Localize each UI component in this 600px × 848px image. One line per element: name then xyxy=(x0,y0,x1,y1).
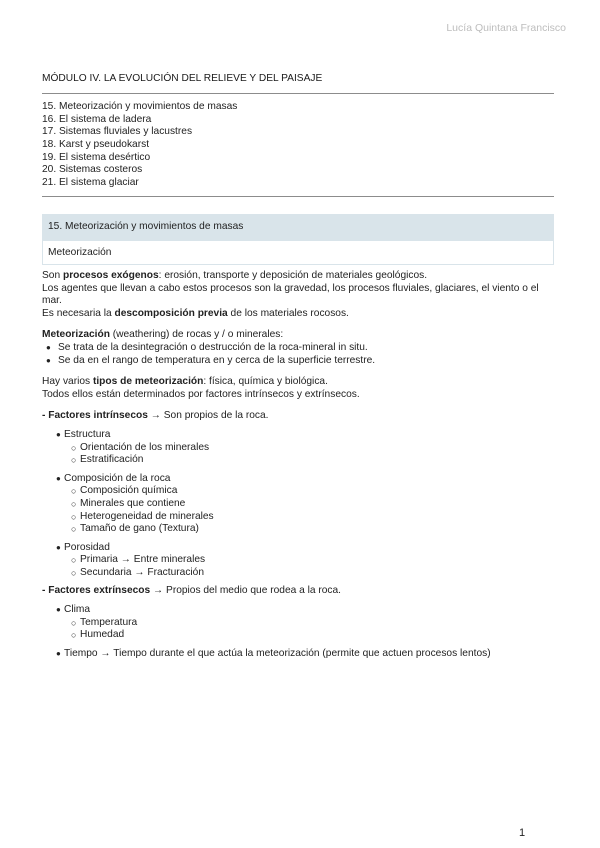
circle-bullet-icon: ○ xyxy=(71,617,77,628)
list-item: ● Composición de la roca xyxy=(56,472,171,484)
section-header xyxy=(42,214,554,240)
toc-item: 15. Meteorización y movimientos de masas xyxy=(42,101,238,112)
list-item: ○ Humedad xyxy=(71,629,125,641)
meteor-bullets xyxy=(42,342,557,367)
bullet-icon: ● xyxy=(46,355,51,365)
list-item: ○ Temperatura xyxy=(71,616,138,628)
bullet-icon: ● xyxy=(46,342,51,352)
divider-top xyxy=(42,93,554,94)
bullet-icon: ● xyxy=(56,648,61,658)
list-item: ○ Primaria → Entre minerales xyxy=(71,554,206,566)
list-item: ○ Composición química xyxy=(71,485,178,497)
subsection-header xyxy=(42,240,554,265)
toc-item: 19. El sistema desértico xyxy=(42,151,151,163)
toc-item: 21. El sistema glaciar xyxy=(42,177,139,189)
circle-bullet-icon: ○ xyxy=(71,630,77,641)
extrinsic-heading: - Factores extrínsecos → Propios del medio que rodea a la roca. xyxy=(42,585,342,597)
list-item: ● Clima xyxy=(56,604,91,616)
circle-bullet-icon: ○ xyxy=(71,442,77,453)
circle-bullet-icon: ○ xyxy=(71,455,77,466)
meteor-factors: Todos ellos están determinados por factores intrínsecos y extrínsecos. xyxy=(42,388,360,400)
toc-item: 16. El sistema de ladera xyxy=(42,113,152,125)
intro-line-1: Son procesos exógenos: erosión, transporte y deposición de materiales geológicos. xyxy=(42,270,428,281)
list-item: ○ Estratificación xyxy=(71,454,144,466)
toc-item: 17. Sistemas fluviales y lacustres xyxy=(42,126,193,138)
circle-bullet-icon: ○ xyxy=(71,498,77,509)
list-item: ● Estructura xyxy=(56,428,111,440)
main-content xyxy=(42,270,557,660)
list-item: ○ Tamaño de gano (Textura) xyxy=(71,523,199,535)
circle-bullet-icon: ○ xyxy=(71,524,77,535)
circle-bullet-icon: ○ xyxy=(71,555,77,566)
document-author: Lucía Quintana Francisco xyxy=(446,22,566,34)
list-item: ● Porosidad xyxy=(56,541,110,553)
circle-bullet-icon: ○ xyxy=(71,511,77,522)
module-title: MÓDULO IV. LA EVOLUCIÓN DEL RELIEVE Y DEL PAISAJE xyxy=(42,73,323,84)
bullet-icon: ● xyxy=(56,473,61,483)
list-item: ● Se trata de la desintegración o destrucción de la roca-mineral in situ. xyxy=(46,341,368,353)
list-item: ○ Minerales que contiene xyxy=(71,497,186,509)
toc-item: 20. Sistemas costeros xyxy=(42,164,143,176)
divider-bottom xyxy=(42,196,554,197)
meteor-types: Hay varios tipos de meteorización: física, química y biológica. xyxy=(42,376,328,388)
table-of-contents xyxy=(42,101,237,190)
list-item: ● Se da en el rango de temperatura en y cerca de la superficie terrestre. xyxy=(46,354,376,366)
list-item: ○ Secundaria → Fracturación xyxy=(71,566,205,578)
section-title: 15. Meteorización y movimientos de masas xyxy=(48,221,244,232)
intro-line-2: Los agentes que llevan a cabo estos procesos son la gravedad, los procesos fluviales, glaciares, el viento o el mar. xyxy=(42,282,539,307)
list-item: ○ Heterogeneidad de minerales xyxy=(71,510,214,522)
bullet-icon: ● xyxy=(56,542,61,552)
bullet-icon: ● xyxy=(56,605,61,615)
circle-bullet-icon: ○ xyxy=(71,486,77,497)
bullet-icon: ● xyxy=(56,429,61,439)
circle-bullet-icon: ○ xyxy=(71,567,77,578)
toc-item: 18. Karst y pseudokarst xyxy=(42,139,150,151)
intrinsic-heading: - Factores intrínsecos → Son propios de la roca. xyxy=(42,410,269,422)
list-item: ○ Orientación de los minerales xyxy=(71,441,210,453)
page-number: 1 xyxy=(519,827,526,839)
intro-line-3: Es necesaria la descomposición previa de los materiales rocosos. xyxy=(42,307,349,319)
meteor-definition: Meteorización (weathering) de rocas y / o minerales: xyxy=(42,329,284,341)
subsection-title: Meteorización xyxy=(48,247,112,258)
list-item: ● Tiempo → Tiempo durante el que actúa la meteorización (permite que actuen procesos lentos) xyxy=(56,647,491,659)
